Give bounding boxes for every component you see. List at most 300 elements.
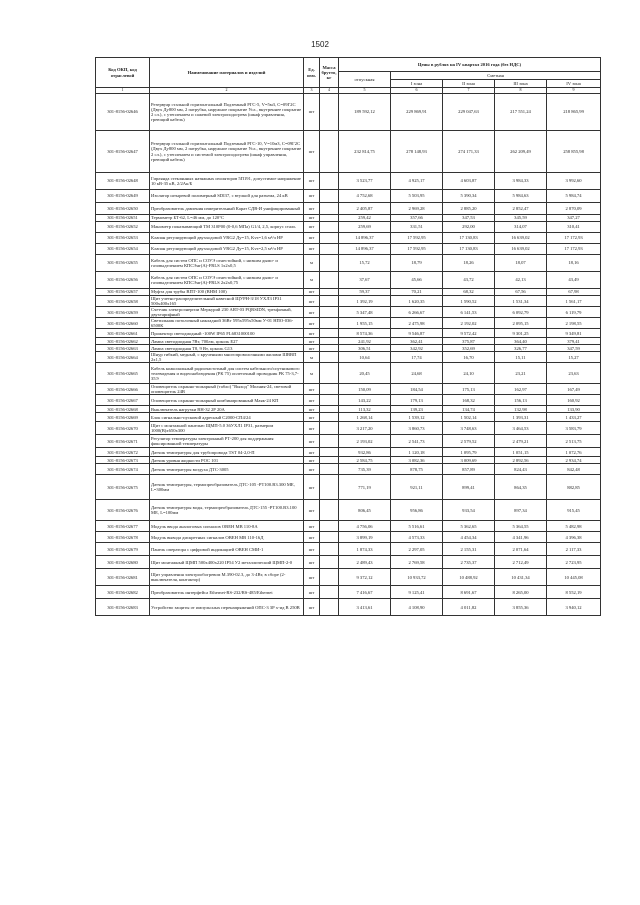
item-name: Щит управления электрообогревом М.390-02.3, до 3·4Вт, в сборе (2-выключателя, контактор) xyxy=(150,569,304,586)
price-zone-1: 10 933,72 xyxy=(391,569,443,586)
price-zone-2: 4 603,87 xyxy=(443,173,495,190)
item-code: 301-8156-02647 xyxy=(96,131,150,173)
price-zone-2: 168,32 xyxy=(443,395,495,406)
item-code: 301-8156-02677 xyxy=(96,521,150,532)
item-mass xyxy=(320,203,339,215)
price-zone-3: 2 712,49 xyxy=(495,556,547,569)
table-row xyxy=(96,307,601,318)
price-wholesale: 241,92 xyxy=(339,338,391,345)
price-wholesale: 2 489,43 xyxy=(339,556,391,569)
item-unit: шт xyxy=(304,289,320,296)
price-zone-2: 10 488,92 xyxy=(443,569,495,586)
price-zone-2: 352,69 xyxy=(443,345,495,352)
item-mass xyxy=(320,215,339,222)
price-wholesale: 1 392,19 xyxy=(339,296,391,307)
price-zone-1: 17,74 xyxy=(391,352,443,363)
table-row xyxy=(96,215,601,222)
item-mass xyxy=(320,363,339,384)
item-mass xyxy=(320,422,339,435)
price-zone-2: 1 095,79 xyxy=(443,448,495,457)
item-name: Устройство защиты от импульсных перенапряжений ОПС-3 3Р x-ид В 250В xyxy=(150,599,304,616)
table-row xyxy=(96,556,601,569)
column-index: 1 xyxy=(96,88,150,94)
price-zone-4: 2 934,74 xyxy=(547,457,601,464)
price-zone-1: 5 516,61 xyxy=(391,521,443,532)
price-zone-4: 9 349,81 xyxy=(547,329,601,338)
price-zone-3: 5 984,63 xyxy=(495,190,547,203)
table-row xyxy=(96,384,601,395)
price-zone-3: 262 209,49 xyxy=(495,131,547,173)
item-unit: шт xyxy=(304,338,320,345)
price-zone-2: 933,54 xyxy=(443,500,495,521)
price-zone-1: 357,66 xyxy=(391,215,443,222)
price-zone-4: 6 119,79 xyxy=(547,307,601,318)
price-zone-2: 2 735,37 xyxy=(443,556,495,569)
item-unit: шт xyxy=(304,556,320,569)
price-wholesale: 771,19 xyxy=(339,475,391,500)
item-code: 301-8156-02656 xyxy=(96,272,150,289)
price-zone-3: 132,98 xyxy=(495,406,547,413)
price-zone-4: 10 445,08 xyxy=(547,569,601,586)
item-unit: шт xyxy=(304,475,320,500)
price-zone-3: 897,34 xyxy=(495,500,547,521)
price-zone-1: 342,92 xyxy=(391,345,443,352)
price-wholesale: 1 874,33 xyxy=(339,543,391,556)
price-wholesale: 932,86 xyxy=(339,448,391,457)
price-zone-1: 956,86 xyxy=(391,500,443,521)
price-zone-1: 2 475,98 xyxy=(391,318,443,329)
price-zone-2: 857,89 xyxy=(443,464,495,475)
price-zone-1: 331,51 xyxy=(391,222,443,233)
table-row xyxy=(96,532,601,543)
table-row xyxy=(96,457,601,464)
price-zone-1: 921,11 xyxy=(391,475,443,500)
item-code: 301-8156-02678 xyxy=(96,532,150,543)
item-unit: м xyxy=(304,255,320,272)
price-wholesale: 113,32 xyxy=(339,406,391,413)
item-mass xyxy=(320,222,339,233)
table-row xyxy=(96,448,601,457)
price-zone-1: 4 573,33 xyxy=(391,532,443,543)
page-number: 1502 xyxy=(311,40,329,49)
price-zone-4: 17 172,93 xyxy=(547,233,601,244)
price-wholesale: 14 896,37 xyxy=(339,244,391,255)
price-zone-2: 375,87 xyxy=(443,338,495,345)
price-wholesale: 1 955,15 xyxy=(339,318,391,329)
price-zone-2: 6 141,53 xyxy=(443,307,495,318)
item-mass xyxy=(320,457,339,464)
price-zone-1: 184,54 xyxy=(391,384,443,395)
price-zone-3: 156,13 xyxy=(495,395,547,406)
price-zone-1: 2 769,58 xyxy=(391,556,443,569)
item-name: Светильник потолочный накладной 36Вт 595х595х50мм У-01 НПО-036-6500К xyxy=(150,318,304,329)
price-zone-3: 16 639,02 xyxy=(495,233,547,244)
price-zone-1: 139,23 xyxy=(391,406,443,413)
item-mass xyxy=(320,384,339,395)
price-wholesale: 14 896,37 xyxy=(339,233,391,244)
item-mass xyxy=(320,556,339,569)
table-row xyxy=(96,318,601,329)
item-code: 301-8156-02657 xyxy=(96,289,150,296)
price-zone-3: 4 341,96 xyxy=(495,532,547,543)
price-zone-2: 1 590,52 xyxy=(443,296,495,307)
price-zone-4: 1 561,17 xyxy=(547,296,601,307)
price-zone-4: 310,41 xyxy=(547,222,601,233)
item-unit: шт xyxy=(304,190,320,203)
table-row xyxy=(96,289,601,296)
item-mass xyxy=(320,233,339,244)
item-name: Резервуар стальной горизонтальный Подземный РГС-5, V=5м3, С=09Г2С (Двух Ду800 мм, 2 патрубка, наружное покрытие Усл., внутреннее покрытие 2 сл.), с утеплением и сажевой электроподогрева (шкаф управления, греющий кабель) xyxy=(150,94,304,131)
item-unit: шт xyxy=(304,329,320,338)
price-zone-4: 2 870,09 xyxy=(547,203,601,215)
price-zone-3: 162,97 xyxy=(495,384,547,395)
item-code: 301-8156-02653 xyxy=(96,233,150,244)
price-zone-4: 167,49 xyxy=(547,384,601,395)
price-zone-3: 364,40 xyxy=(495,338,547,345)
item-mass xyxy=(320,413,339,422)
item-code: 301-8156-02663 xyxy=(96,345,150,352)
price-zone-3: 1 051,15 xyxy=(495,448,547,457)
item-code: 301-8156-02674 xyxy=(96,464,150,475)
item-unit: шт xyxy=(304,384,320,395)
price-wholesale: 15,72 xyxy=(339,255,391,272)
price-wholesale: 259,42 xyxy=(339,215,391,222)
item-unit: шт xyxy=(304,413,320,422)
price-zone-4: 67,98 xyxy=(547,289,601,296)
price-wholesale: 735,39 xyxy=(339,464,391,475)
price-zone-4: 5 482,98 xyxy=(547,521,601,532)
item-code: 301-8156-02659 xyxy=(96,307,150,318)
price-zone-2: 17 130,83 xyxy=(443,233,495,244)
header-zone-1: I зона xyxy=(391,80,443,88)
item-code: 301-8156-02660 xyxy=(96,318,150,329)
price-zone-3: 1 393,31 xyxy=(495,413,547,422)
header-zone-2: II зона xyxy=(443,80,495,88)
item-code: 301-8156-02683 xyxy=(96,599,150,616)
price-wholesale: 20,45 xyxy=(339,363,391,384)
table-row xyxy=(96,475,601,500)
item-unit: шт xyxy=(304,307,320,318)
price-wholesale: 9 372,12 xyxy=(339,569,391,586)
item-mass xyxy=(320,296,339,307)
item-unit: шт xyxy=(304,500,320,521)
item-code: 301-8156-02682 xyxy=(96,586,150,599)
table-row xyxy=(96,244,601,255)
item-name: Клапан регулирующий двухходовой VRG2 Ду=15, Kvs=1,6 м³/ч НР xyxy=(150,233,304,244)
price-zone-2: 9 572,42 xyxy=(443,329,495,338)
item-code: 301-8156-02661 xyxy=(96,329,150,338)
item-unit: шт xyxy=(304,215,320,222)
price-wholesale: 4 752,68 xyxy=(339,190,391,203)
table-row xyxy=(96,329,601,338)
price-zone-2: 175,13 xyxy=(443,384,495,395)
price-zone-2: 134,74 xyxy=(443,406,495,413)
item-code: 301-8156-02670 xyxy=(96,422,150,435)
price-wholesale: 5 347,48 xyxy=(339,307,391,318)
item-name: Лампа светодиодная T8, 9 Вт, цоколь G13 xyxy=(150,345,304,352)
item-unit: м xyxy=(304,272,320,289)
price-zone-4: 17 172,93 xyxy=(547,244,601,255)
item-mass xyxy=(320,521,339,532)
price-zone-1: 17 592,95 xyxy=(391,244,443,255)
price-zone-4: 2 513,75 xyxy=(547,435,601,448)
price-zone-2: 2 192,02 xyxy=(443,318,495,329)
item-mass xyxy=(320,345,339,352)
item-name: Резервуар стальной горизонтальный Подземный РГС-10, V=10м3, С=09Г2С (Двух Ду800 мм, 2 патрубка, наружное покрытие Усл., внутреннее покрытие 2 сл.), с утеплением и системой электроподогрева (шкаф управления, греющий кабель) xyxy=(150,131,304,173)
price-zone-1: 4 925,17 xyxy=(391,173,443,190)
price-zone-1: 1 120,18 xyxy=(391,448,443,457)
price-wholesale: 259,69 xyxy=(339,222,391,233)
item-code: 301-8156-02646 xyxy=(96,94,150,131)
item-name: Манометр показывающий ТМ 310Р00 (0-0,6 МПа) G1/4, 2,5, корпус сталь xyxy=(150,222,304,233)
price-zone-4: 5 984,74 xyxy=(547,190,601,203)
item-unit: шт xyxy=(304,435,320,448)
price-zone-4: 133,90 xyxy=(547,406,601,413)
item-mass xyxy=(320,338,339,345)
item-unit: шт xyxy=(304,203,320,215)
price-zone-1: 179,13 xyxy=(391,395,443,406)
item-name: Оповещатель охранно-пожарный комбинированный Маяк-24 КП xyxy=(150,395,304,406)
price-zone-3: 6 092,79 xyxy=(495,307,547,318)
header-zone-4: IV зона xyxy=(547,80,601,88)
item-name: Щит монтажный ЩМП 500х400х220 IP54 У2 металлический ЩМП-2-0 xyxy=(150,556,304,569)
price-zone-1: 2 541,73 xyxy=(391,435,443,448)
item-name: Регулятор температуры электронный РТ-200 для поддержания фиксированной температуры xyxy=(150,435,304,448)
price-zone-4: 379,41 xyxy=(547,338,601,345)
header-estimate: Сметная xyxy=(391,72,601,80)
price-wholesale: 3 413,61 xyxy=(339,599,391,616)
table-row xyxy=(96,345,601,352)
price-zone-1: 17 592,95 xyxy=(391,233,443,244)
price-zone-4: 842,48 xyxy=(547,464,601,475)
price-zone-4: 882,85 xyxy=(547,475,601,500)
item-unit: шт xyxy=(304,131,320,173)
price-zone-3: 345,59 xyxy=(495,215,547,222)
price-zone-3: 1 531,34 xyxy=(495,296,547,307)
item-name: Клапан регулирующий двухходовой VRG2 Ду=15, Kvs=2,5 м³/ч НР xyxy=(150,244,304,255)
price-zone-3: 15,11 xyxy=(495,352,547,363)
item-code: 301-8156-02668 xyxy=(96,406,150,413)
price-zone-4: 347,59 xyxy=(547,345,601,352)
item-mass xyxy=(320,569,339,586)
price-wholesale: 3 217,20 xyxy=(339,422,391,435)
price-zone-4: 8 552,19 xyxy=(547,586,601,599)
item-name: Щит учетно-распределительный навесной ЩУРН-3/18 УХЛ3 IP31 500х400х165 xyxy=(150,296,304,307)
price-zone-1: 278 148,93 xyxy=(391,131,443,173)
item-mass xyxy=(320,255,339,272)
price-zone-3: 3 855,36 xyxy=(495,599,547,616)
item-name: Блок сигнально-пусковой адресный С2000-СП4/24 xyxy=(150,413,304,422)
price-zone-1: 5 503,95 xyxy=(391,190,443,203)
price-zone-2: 2 155,31 xyxy=(443,543,495,556)
column-index: 2 xyxy=(150,88,304,94)
item-mass xyxy=(320,395,339,406)
table-row xyxy=(96,352,601,363)
price-zone-2: 5 362,65 xyxy=(443,521,495,532)
item-name: Датчик температуры воздуха ДТС-3005 xyxy=(150,464,304,475)
price-zone-2: 229 047,63 xyxy=(443,94,495,131)
table-row xyxy=(96,413,601,422)
table-row xyxy=(96,586,601,599)
header-mass: Масса брутто, кг xyxy=(320,58,339,88)
price-zone-2: 3 748,63 xyxy=(443,422,495,435)
item-name: Щит с монтажной панелью ЩМП-5.0 36УХЛ1 IP31, размером 1000(В)х650х300 xyxy=(150,422,304,435)
item-name: Прожектор светодиодный -100W IP65 FL6831000100 xyxy=(150,329,304,338)
item-code: 301-8156-02654 xyxy=(96,244,150,255)
price-zone-4: 160,92 xyxy=(547,395,601,406)
price-wholesale: 232 814,75 xyxy=(339,131,391,173)
item-name: Модуль ввода аналоговых сигналов ОВЕН МВ 110-8А xyxy=(150,521,304,532)
price-wholesale: 10,64 xyxy=(339,352,391,363)
price-zone-1: 70,21 xyxy=(391,289,443,296)
item-mass xyxy=(320,352,339,363)
column-index: 4 xyxy=(320,88,339,94)
price-zone-1: 362,41 xyxy=(391,338,443,345)
item-name: Изолятор штыревой полимерный SDI37, с втулкой для разъема, 24 кВ xyxy=(150,190,304,203)
price-zone-4: 1 072,76 xyxy=(547,448,601,457)
item-mass xyxy=(320,329,339,338)
item-code: 301-8156-02679 xyxy=(96,543,150,556)
price-wholesale: 37,67 xyxy=(339,272,391,289)
item-unit: м xyxy=(304,352,320,363)
item-mass xyxy=(320,599,339,616)
price-zone-3: 864,35 xyxy=(495,475,547,500)
table-row xyxy=(96,435,601,448)
item-mass xyxy=(320,543,339,556)
item-code: 301-8156-02666 xyxy=(96,384,150,395)
price-zone-2: 4 011,82 xyxy=(443,599,495,616)
price-zone-1: 2 969,28 xyxy=(391,203,443,215)
price-zone-2: 899,41 xyxy=(443,475,495,500)
header-name: Наименование материалов и изделий xyxy=(150,58,304,88)
item-unit: шт xyxy=(304,296,320,307)
price-zone-4: 15,27 xyxy=(547,352,601,363)
price-zone-2: 4 454,34 xyxy=(443,532,495,543)
item-mass xyxy=(320,307,339,318)
table-row xyxy=(96,464,601,475)
table-row xyxy=(96,222,601,233)
price-zone-1: 24,68 xyxy=(391,363,443,384)
price-wholesale: 806,45 xyxy=(339,500,391,521)
price-zone-2: 8 691,67 xyxy=(443,586,495,599)
price-zone-3: 2 892,56 xyxy=(495,457,547,464)
table-row xyxy=(96,395,601,406)
column-index: 8 xyxy=(495,88,547,94)
price-zone-4: 3 940,12 xyxy=(547,599,601,616)
price-zone-3: 18,07 xyxy=(495,255,547,272)
price-zone-1: 18,79 xyxy=(391,255,443,272)
header-prices-title: Цены в рублях на IV квартал 2016 года (без НДС) xyxy=(339,58,601,72)
table-row xyxy=(96,272,601,289)
price-zone-1: 878,75 xyxy=(391,464,443,475)
price-zone-2: 292,00 xyxy=(443,222,495,233)
price-zone-3: 5 364,55 xyxy=(495,521,547,532)
table-row xyxy=(96,363,601,384)
table-row xyxy=(96,599,601,616)
price-zone-2: 16,70 xyxy=(443,352,495,363)
price-zone-1: 229 869,91 xyxy=(391,94,443,131)
price-wholesale: 3 899,19 xyxy=(339,532,391,543)
price-zone-3: 42,13 xyxy=(495,272,547,289)
header-wholesale: отпускная xyxy=(339,72,391,88)
item-unit: шт xyxy=(304,448,320,457)
item-code: 301-8156-02676 xyxy=(96,500,150,521)
item-unit: шт xyxy=(304,173,320,190)
price-zone-3: 23,21 xyxy=(495,363,547,384)
price-zone-2: 68,32 xyxy=(443,289,495,296)
item-name: Кабель для систем ОПС и СОУЭ огнестойкий, с низким дымо- и газовыделением КПСЭнг(А)-FRLS 1х2х0,5 xyxy=(150,255,304,272)
item-code: 301-8156-02658 xyxy=(96,296,150,307)
price-zone-3: 16 639,02 xyxy=(495,244,547,255)
item-unit: шт xyxy=(304,586,320,599)
item-code: 301-8156-02671 xyxy=(96,435,150,448)
item-unit: шт xyxy=(304,543,320,556)
item-name: Лампа светодиодная 7Вт, 700лм, цоколь E27 xyxy=(150,338,304,345)
column-index: 6 xyxy=(391,88,443,94)
table-row xyxy=(96,94,601,131)
price-zone-2: 24,10 xyxy=(443,363,495,384)
price-zone-3: 8 265,00 xyxy=(495,586,547,599)
item-mass xyxy=(320,272,339,289)
price-wholesale: 3 523,77 xyxy=(339,173,391,190)
item-name: Счетчик электроэнергии Меркурий 230 ART-03 PQRSIDN, трехфазный, двухтарифный xyxy=(150,307,304,318)
price-zone-4: 43,49 xyxy=(547,272,601,289)
price-zone-4: 1 433,27 xyxy=(547,413,601,422)
item-code: 301-8156-02665 xyxy=(96,363,150,384)
price-zone-2: 1 502,14 xyxy=(443,413,495,422)
item-name: Кабель для систем ОПС и СОУЭ огнестойкий, с низким дымо- и газовыделением КПСЭнг(А)-FRLS 2х2х0,75 xyxy=(150,272,304,289)
table-row xyxy=(96,233,601,244)
price-zone-3: 326,77 xyxy=(495,345,547,352)
item-name: Преобразователь давления измерительный Карат СДВ-И унифицированный xyxy=(150,203,304,215)
item-code: 301-8156-02680 xyxy=(96,556,150,569)
price-zone-3: 67,56 xyxy=(495,289,547,296)
price-wholesale: 7 416,67 xyxy=(339,586,391,599)
item-unit: шт xyxy=(304,244,320,255)
table-row xyxy=(96,543,601,556)
price-wholesale: 2 193,02 xyxy=(339,435,391,448)
price-zone-3: 2 095,15 xyxy=(495,318,547,329)
item-name: Датчик температуры, термопреобразователь ДТС-105 -РТ100.В3.300 МЕ, L=300мм xyxy=(150,475,304,500)
item-unit: шт xyxy=(304,532,320,543)
price-zone-1: 3 860,73 xyxy=(391,422,443,435)
item-name: Панель оператора с цифровой индикацией ОВЕН СМИ-1 xyxy=(150,543,304,556)
price-zone-2: 43,72 xyxy=(443,272,495,289)
item-code: 301-8156-02664 xyxy=(96,352,150,363)
price-zone-3: 2 852,47 xyxy=(495,203,547,215)
item-unit: шт xyxy=(304,406,320,413)
table-row xyxy=(96,422,601,435)
item-name: Модуль вывода дискретных сигналов ОВЕН МВ 110-16Д xyxy=(150,532,304,543)
price-zone-3: 2 071,64 xyxy=(495,543,547,556)
item-mass xyxy=(320,173,339,190)
table-row xyxy=(96,173,601,190)
price-zone-4: 3 992,60 xyxy=(547,173,601,190)
table-row xyxy=(96,338,601,345)
item-code: 301-8156-02649 xyxy=(96,190,150,203)
header-unit: Ед. изм. xyxy=(304,58,320,88)
price-zone-1: 1 539,12 xyxy=(391,413,443,422)
price-zone-4: 23,63 xyxy=(547,363,601,384)
price-zone-1: 45,66 xyxy=(391,272,443,289)
table-row xyxy=(96,406,601,413)
item-name: Гирлянда стеклянных натяжных изоляторов 5П191, допустимое напряжение 10 кВ-35 кВ, 2/2Ак/Б xyxy=(150,173,304,190)
table-row xyxy=(96,255,601,272)
header-code: Код ОКП, код отраслевой xyxy=(96,58,150,88)
price-zone-4: 3 583,79 xyxy=(547,422,601,435)
price-zone-3: 314,07 xyxy=(495,222,547,233)
price-wholesale: 189 592,12 xyxy=(339,94,391,131)
